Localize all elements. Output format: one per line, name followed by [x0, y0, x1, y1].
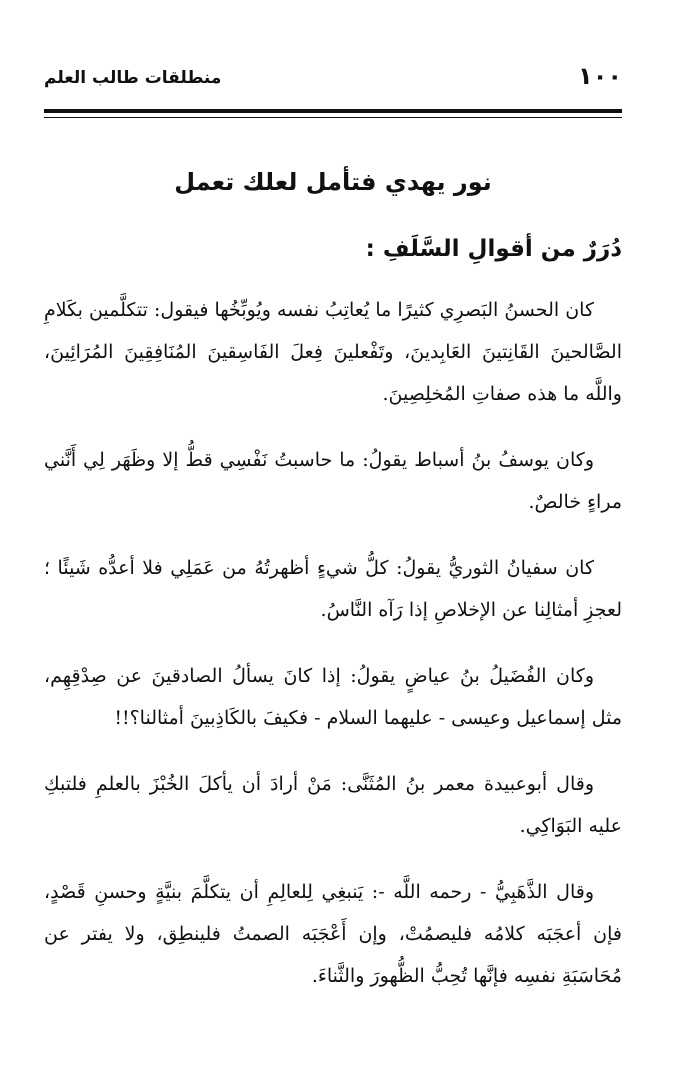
paragraph-fudayl-ibn-iyad: وكان الفُضَيلُ بنُ عياضٍ يقولُ: إذا كانَ يسألُ الصادقينَ عن صِدْقِهِم، مثل إسماعيل وعيسى - عليهما السلام - فكيفَ بالكَاذِبينَ أمثالنا؟!! — [44, 665, 622, 729]
section-subheading: دُرَرٌ من أقوالِ السَّلَفِ : — [365, 236, 622, 262]
header-rule-thick — [44, 109, 622, 113]
paragraph-sufyan-thawri: كان سفيانُ الثوريُّ يقولُ: كلُّ شيءٍ أظهرتُهُ من عَمَلِي فلا أعدُّه شَيئًا ؛ لعجزِ أمثالِنا عن الإخلاصِ إذا رَآه النَّاسُ. — [44, 557, 622, 621]
paragraph-dhahabi: وقال الذَّهَبِيُّ - رحمه اللَّه -: يَنبغِي لِلعالِمِ أن يتكلَّمَ بنيَّةٍ وحسنِ قَصْدٍ، فإن أعجَبَه كلامُه فليصمُتْ، وإن أَعْجَبَه الصمتُ فلينطِق، ولا يفتر عن مُحَاسَبَةِ نفسِه فإنَّها تُحِبُّ الظُّهورَ والثَّناءَ. — [44, 881, 622, 987]
section-heading: نور يهدي فتأمل لعلك تعمل — [174, 168, 492, 196]
page-header — [44, 62, 622, 102]
header-rule-thin — [44, 117, 622, 118]
body-text — [44, 289, 622, 1021]
page-number: ١٠٠ — [578, 62, 622, 90]
paragraph-yusuf-ibn-asbat: وكان يوسفُ بنُ أسباط يقولُ: ما حاسبتُ نَفْسِي قطُّ إلا وظَهَر لِي أَنَّني مراءٍ خالصٌ. — [44, 449, 622, 513]
paragraph-abu-ubayda: وقال أبوعبيدة معمر بنُ المُثَنَّى: مَنْ أرادَ أن يأكلَ الخُبْزَ بالعلمِ فلتبكِ عليه البَوَاكِي. — [44, 773, 622, 837]
running-book-title: منطلقات طالب العلم — [44, 68, 222, 88]
paragraph-hasan-basri: كان الحسنُ البَصرِي كثيرًا ما يُعاتِبُ نفسه ويُوبِّخُها فيقول: تتكلَّمين بكَلامِ الصَّالحينَ القَانِتينَ العَابِدينَ، وتَفْعلينَ فِعلَ الفَاسِقينَ المُنَافِقِينَ المُرَائِينَ، واللَّه ما هذه صفاتِ المُخلِصِينَ. — [44, 299, 622, 405]
